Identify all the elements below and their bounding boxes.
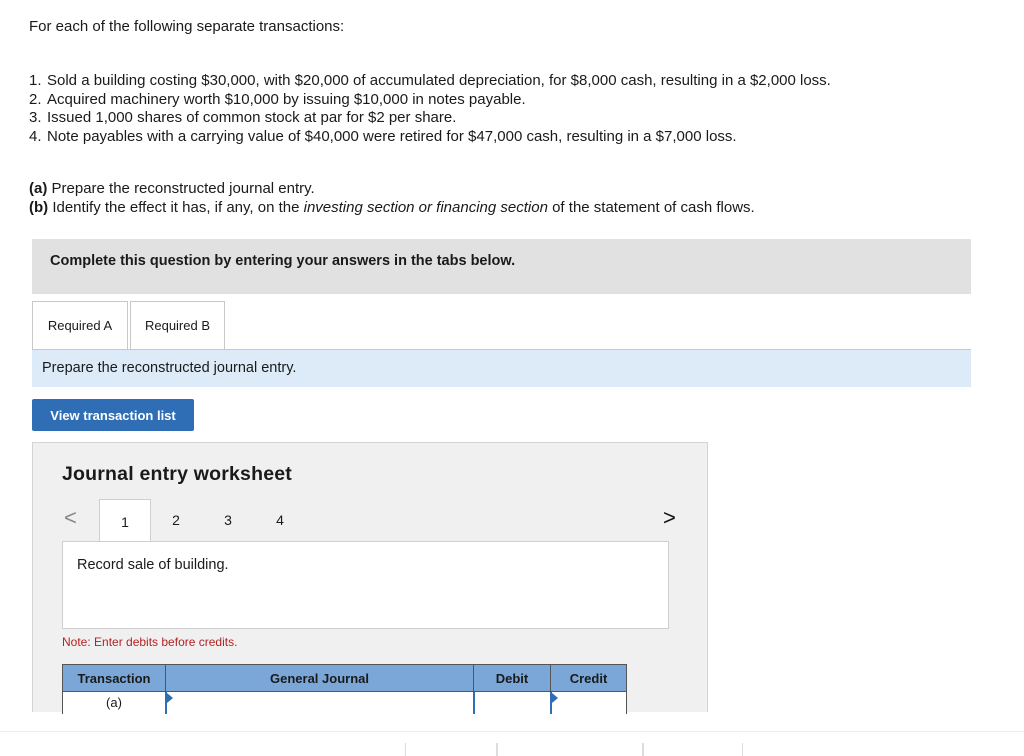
transaction-list	[29, 72, 831, 146]
chevron-right-icon[interactable]: >	[663, 505, 676, 530]
item-number: 4.	[29, 127, 42, 145]
part-b-text-italic: investing section or financing section	[303, 198, 548, 216]
worksheet-title: Journal entry worksheet	[62, 463, 293, 485]
list-item	[29, 109, 831, 128]
item-text: Issued 1,000 shares of common stock at par for $2 per share.	[47, 109, 457, 126]
column-header-debit: Debit	[474, 665, 551, 692]
part-a-text: Prepare the reconstructed journal entry.	[51, 180, 315, 197]
dropdown-flag-icon	[552, 693, 558, 703]
item-text: Note payables with a carrying value of $40,000 were retired for $47,000 cash, resulting in a $7,000 loss.	[47, 127, 737, 145]
transaction-cell: (a)	[63, 692, 166, 714]
next-nav-button[interactable]	[643, 743, 743, 756]
list-item	[29, 128, 831, 147]
prev-nav-button[interactable]	[405, 743, 497, 756]
chevron-left-icon[interactable]: <	[64, 505, 77, 530]
required-tabs	[32, 301, 225, 350]
item-number: 3.	[29, 109, 42, 126]
item-number: 1.	[29, 72, 42, 89]
page-tab-1[interactable]: 1	[99, 499, 151, 543]
item-text: Sold a building costing $30,000, with $20,000 of accumulated depreciation, for $8,000 cash, resulting in a $2,000 loss.	[47, 72, 831, 89]
tab-required-b[interactable]: Required B	[130, 301, 225, 350]
item-number: 2.	[29, 90, 42, 108]
dropdown-flag-icon	[167, 693, 173, 703]
table-row	[63, 692, 627, 714]
journal-table	[62, 664, 627, 714]
tab-required-a[interactable]: Required A	[32, 301, 128, 350]
footer-divider	[0, 731, 1024, 732]
intro-text: For each of the following separate transactions:	[29, 18, 345, 35]
page-indicator[interactable]	[497, 743, 643, 756]
table-header-row	[63, 665, 627, 692]
column-header-credit: Credit	[551, 665, 627, 692]
part-b-text-2: of the statement of cash flows.	[552, 198, 755, 216]
journal-entry-worksheet	[32, 442, 708, 712]
cell-marker	[473, 692, 475, 714]
debit-input[interactable]	[474, 692, 551, 714]
part-a-label: (a)	[29, 180, 48, 197]
question-parts	[29, 180, 755, 217]
account-select[interactable]	[166, 692, 474, 714]
column-header-general-journal: General Journal	[166, 665, 474, 692]
entry-note: Note: Enter debits before credits.	[62, 635, 238, 649]
page-tab-3[interactable]: 3	[224, 512, 232, 528]
part-b	[29, 199, 755, 218]
list-item	[29, 72, 831, 91]
part-b-label: (b)	[29, 198, 49, 216]
transaction-description: Record sale of building.	[62, 541, 669, 629]
instruction-banner: Complete this question by entering your answers in the tabs below.	[32, 239, 971, 294]
required-instruction: Prepare the reconstructed journal entry.	[32, 350, 971, 387]
view-transaction-list-button[interactable]: View transaction list	[32, 399, 194, 431]
part-b-text-1: Identify the effect it has, if any, on the	[52, 198, 300, 216]
page-tab-4[interactable]: 4	[276, 512, 284, 528]
part-a	[29, 180, 755, 199]
credit-input[interactable]	[551, 692, 627, 714]
column-header-transaction: Transaction	[63, 665, 166, 692]
page-tab-2[interactable]: 2	[172, 512, 180, 528]
item-text: Acquired machinery worth $10,000 by issuing $10,000 in notes payable.	[47, 90, 526, 108]
list-item	[29, 91, 831, 110]
